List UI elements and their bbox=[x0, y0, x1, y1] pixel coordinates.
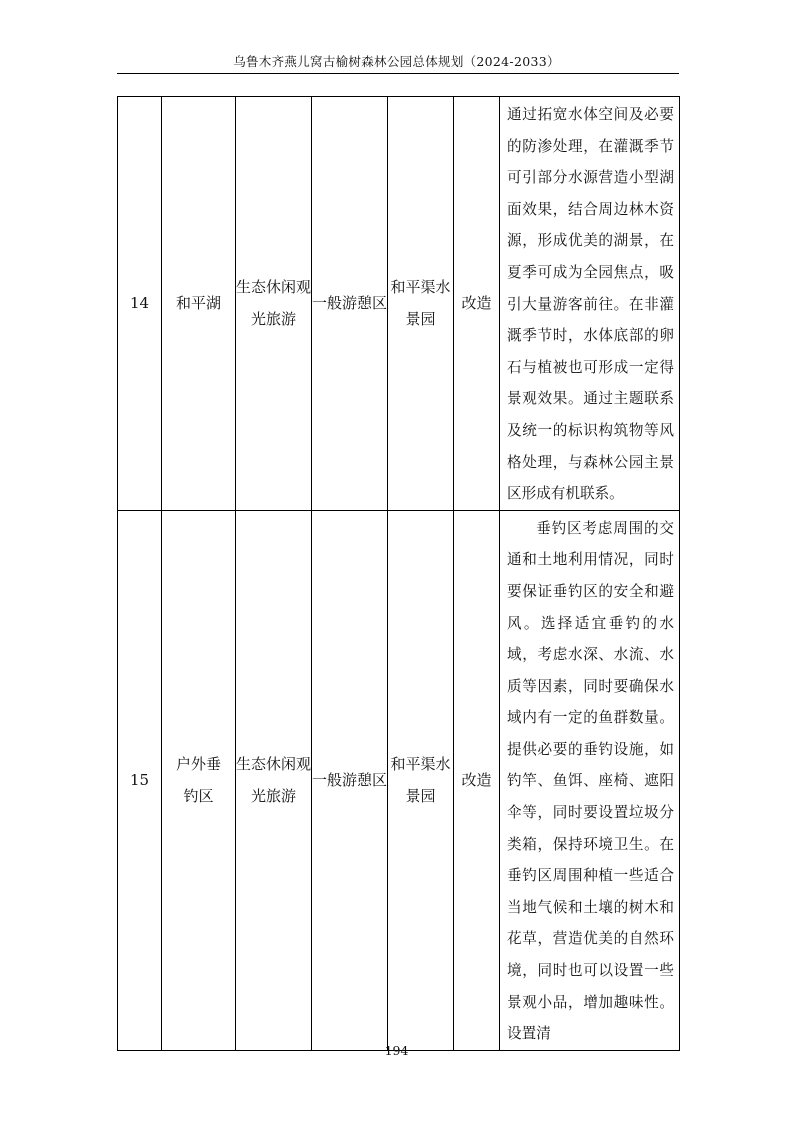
header-divider bbox=[117, 73, 679, 74]
construction-method: 改造 bbox=[454, 97, 500, 511]
running-header-title: 乌鲁木齐燕儿窝古榆树森林公园总体规划（2024-2033） bbox=[233, 54, 560, 69]
project-description: 通过拓宽水体空间及必要的防渗处理，在灌溉季节可引部分水源营造小型湖面效果，结合周边林木资源，形成优美的湖景，在夏季可成为全园焦点，吸引大量游客前往。在非灌溉季节时，水体底部的卵石与植被也可形成一定得景观效果。通过主题联系及统一的标识构筑物等风格处理，与森林公园主景区形成有机联系。 bbox=[500, 97, 680, 511]
functional-zone: 一般游憩区 bbox=[312, 97, 388, 511]
scenic-area: 和平渠水景园 bbox=[388, 510, 454, 1050]
project-type: 生态休闲观光旅游 bbox=[236, 510, 312, 1050]
page-number: 194 bbox=[384, 1043, 409, 1058]
row-number: 14 bbox=[118, 97, 162, 511]
row-number: 15 bbox=[118, 510, 162, 1050]
project-table bbox=[117, 96, 680, 1051]
table-row bbox=[118, 97, 680, 511]
construction-method: 改造 bbox=[454, 510, 500, 1050]
project-name: 和平湖 bbox=[162, 97, 236, 511]
project-description: 垂钓区考虑周围的交通和土地利用情况，同时要保证垂钓区的安全和避风。选择适宜垂钓的水域，考虑水深、水流、水质等因素，同时要确保水域内有一定的鱼群数量。提供必要的垂钓设施，如钓竿、鱼饵、座椅、遮阳伞等，同时要设置垃圾分类箱，保持环境卫生。在垂钓区周围种植一些适合当地气候和土壤的树木和花草，营造优美的自然环境，同时也可以设置一些景观小品，增加趣味性。设置清 bbox=[500, 510, 680, 1050]
scenic-area: 和平渠水景园 bbox=[388, 97, 454, 511]
functional-zone: 一般游憩区 bbox=[312, 510, 388, 1050]
table-row bbox=[118, 510, 680, 1050]
project-name: 户外垂钓区 bbox=[162, 510, 236, 1050]
project-type: 生态休闲观光旅游 bbox=[236, 97, 312, 511]
